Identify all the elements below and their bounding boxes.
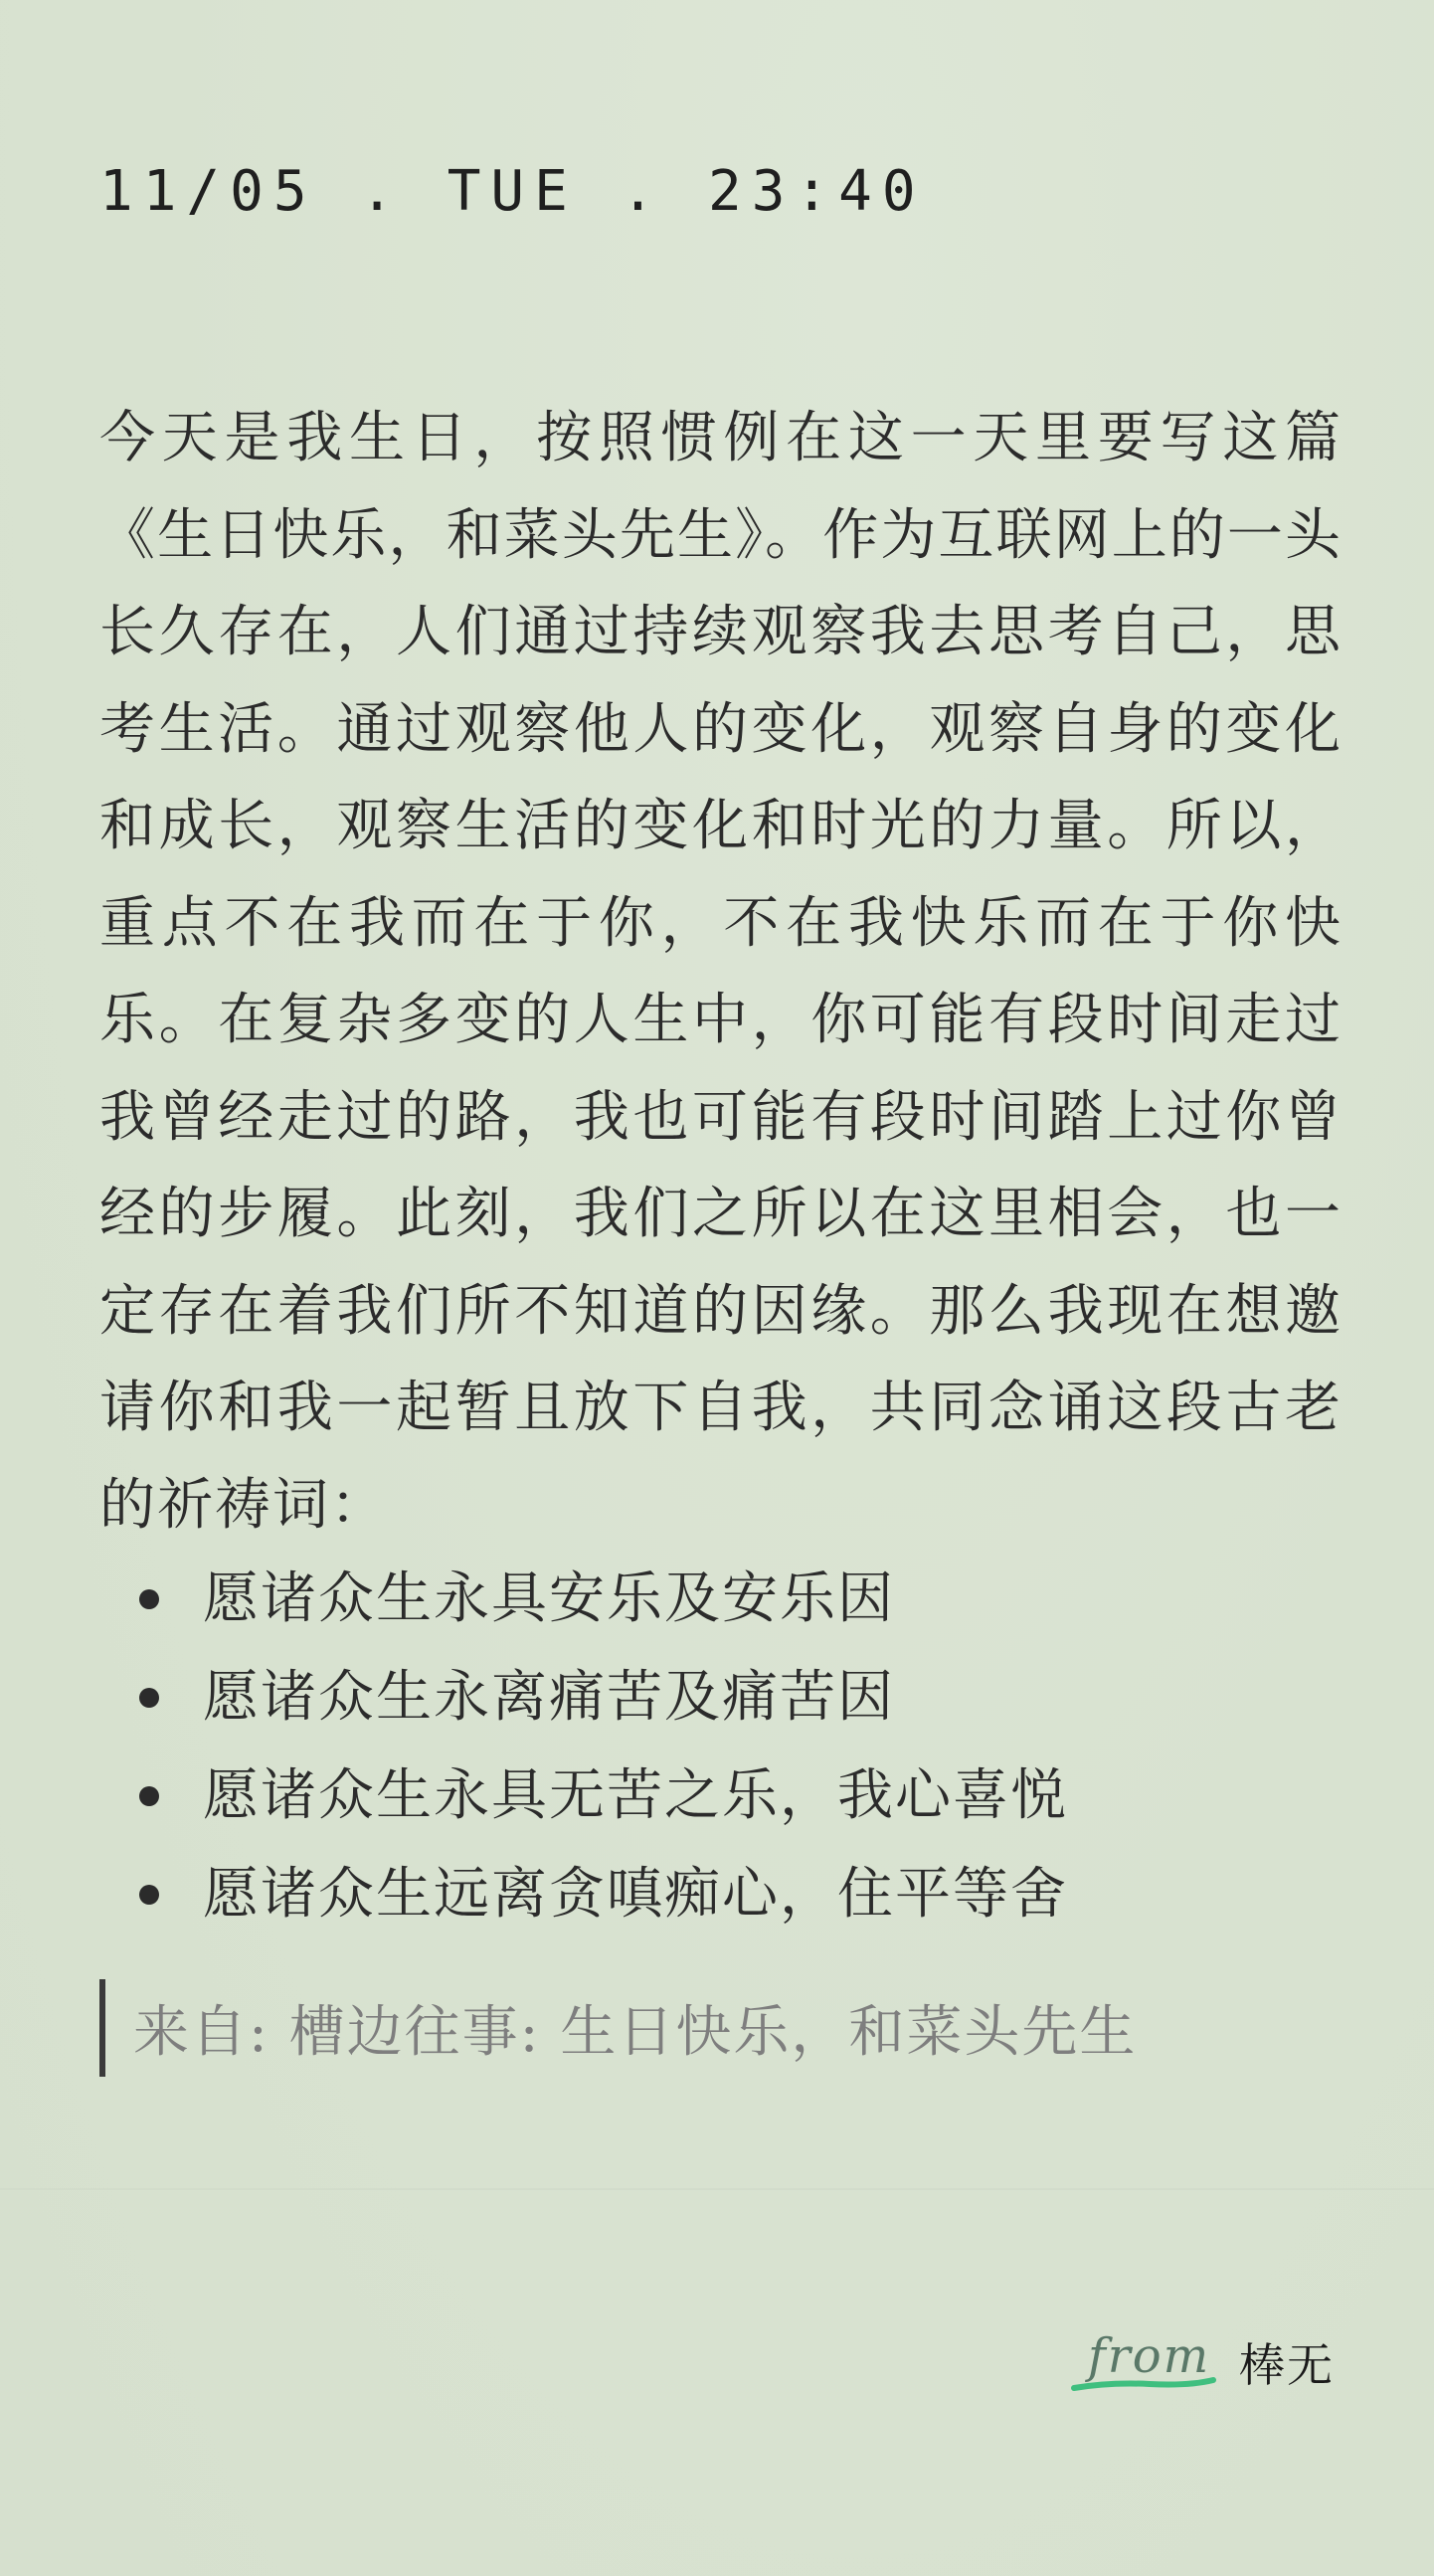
footer-signature bbox=[1070, 2322, 1335, 2402]
list-item bbox=[99, 1550, 1343, 1648]
bullet-icon bbox=[139, 1885, 159, 1905]
date-header: 11/05 . TUE . 23:40 bbox=[99, 159, 926, 224]
from-label: from bbox=[1088, 2328, 1211, 2384]
source-quote bbox=[99, 1979, 1137, 2077]
bullet-icon bbox=[139, 1688, 159, 1708]
prayer-text: 愿诸众生永离痛苦及痛苦因 bbox=[203, 1665, 895, 1730]
author-name: 棒无 bbox=[1239, 2338, 1335, 2392]
divider bbox=[0, 2188, 1434, 2190]
source-text: 来自: 槽边往事: 生日快乐，和菜头先生 bbox=[133, 2000, 1138, 2065]
bullet-icon bbox=[139, 1589, 159, 1609]
list-item bbox=[99, 1845, 1343, 1943]
prayer-text: 愿诸众生永具安乐及安乐因 bbox=[203, 1566, 895, 1631]
article-paragraph: 今天是我生日，按照惯例在这一天里要写这篇《生日快乐，和菜头先生》。作为互联网上的一头长久存在，人们通过持续观察我去思考自己，思考生活。通过观察他人的变化，观察自身的变化和成长，观察生活的变化和时光的力量。所以，重点不在我而在于你，不在我快乐而在于你快乐。在复杂多变的人生中，你可能有段时间走过我曾经走过的路，我也可能有段时间踏上过你曾经的步履。此刻，我们之所以在这里相会，也一定存在着我们所不知道的因缘。那么我现在想邀请你和我一起暂且放下自我，共同念诵这段古老的祈祷词： bbox=[99, 406, 1343, 1538]
from-logo bbox=[1070, 2322, 1217, 2402]
prayer-text: 愿诸众生永具无苦之乐，我心喜悦 bbox=[203, 1763, 1068, 1828]
prayer-list bbox=[99, 1550, 1343, 1943]
prayer-text: 愿诸众生远离贪嗔痴心，住平等舍 bbox=[203, 1862, 1068, 1927]
bullet-icon bbox=[139, 1786, 159, 1806]
list-item bbox=[99, 1648, 1343, 1747]
list-item bbox=[99, 1747, 1343, 1845]
